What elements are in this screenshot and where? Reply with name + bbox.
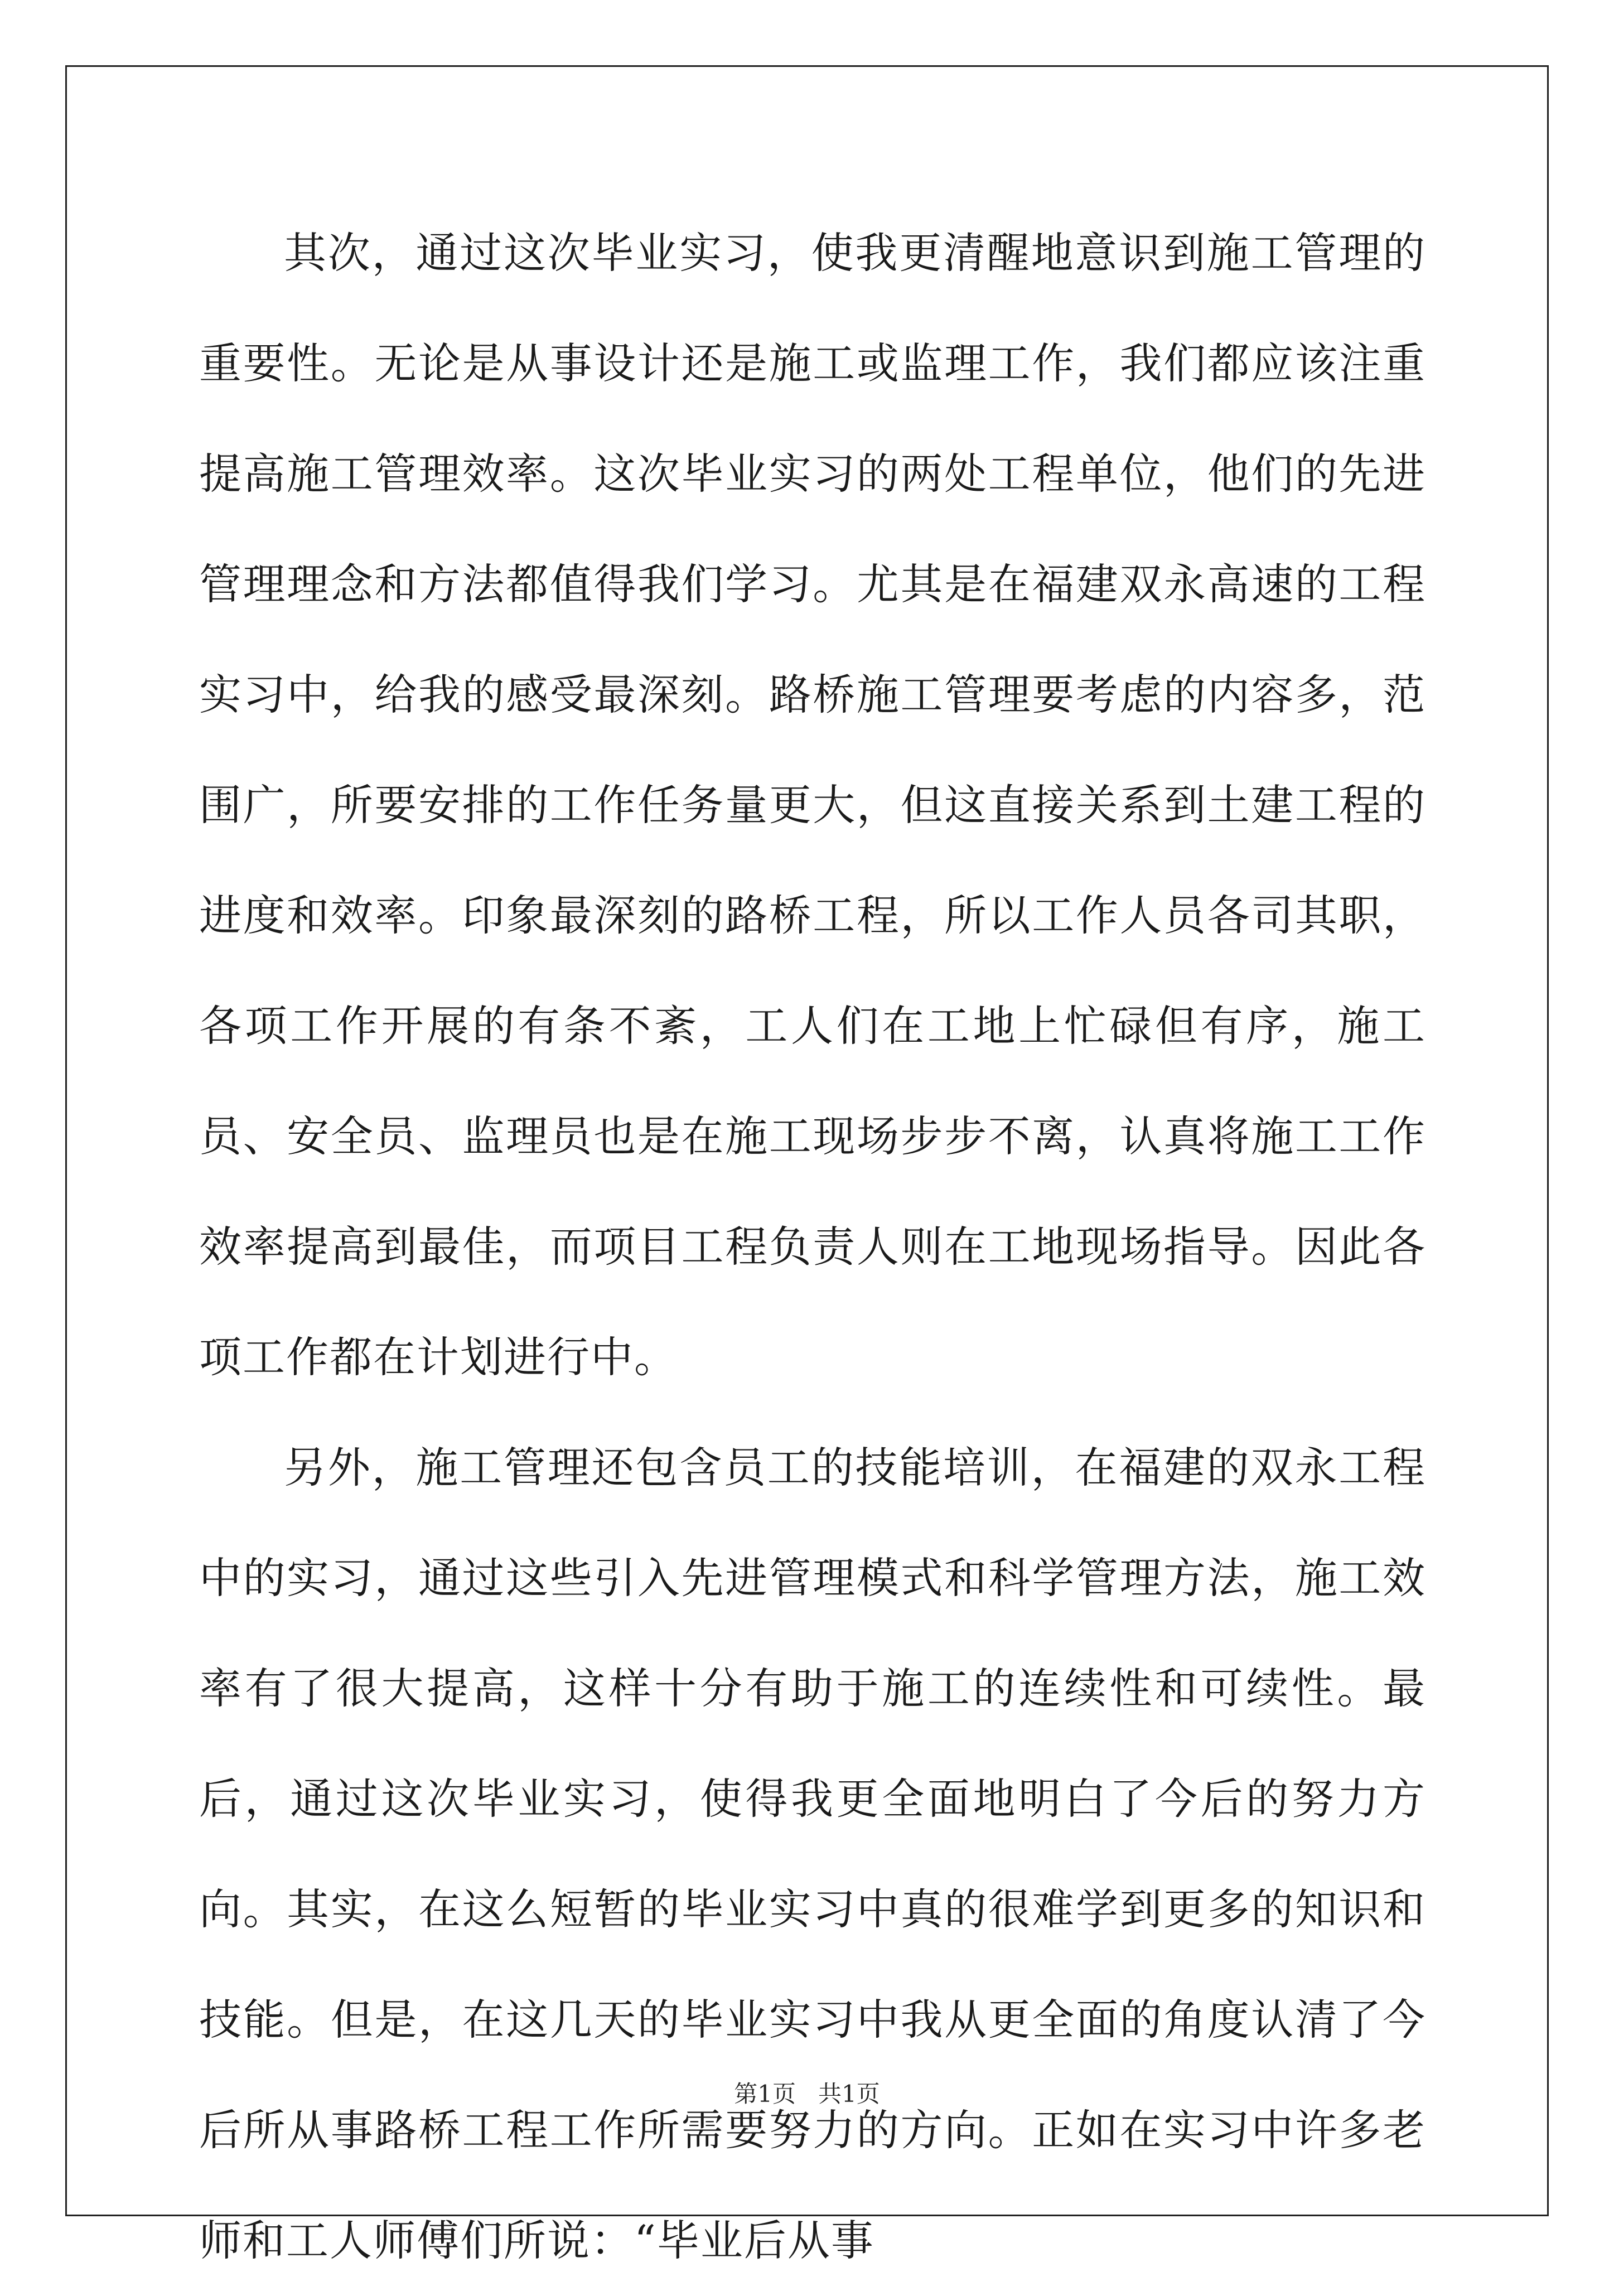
page-number: 第1页 [734, 2080, 796, 2108]
document-body [199, 198, 1426, 2296]
page-footer [0, 2077, 1614, 2111]
page-total: 共1页 [818, 2080, 880, 2108]
paragraph-1: 其次，通过这次毕业实习，使我更清醒地意识到施工管理的重要性。无论是从事设计还是施工或监理工作，我们都应该注重提高施工管理效率。这次毕业实习的两处工程单位，他们的先进管理理念和方法都值得我们学习。尤其是在福建双永高速的工程实习中，给我的感受最深刻。路桥施工管理要考虑的内容多，范围广，所要安排的工作任务量更大，但这直接关系到土建工程的进度和效率。印象最深刻的路桥工程，所以工作人员各司其职，各项工作开展的有条不紊，工人们在工地上忙碌但有序，施工员、安全员、监理员也是在施工现场步步不离，认真将施工工作效率提高到最佳，而项目工程负责人则在工地现场指导。因此各项工作都在计划进行中。 [199, 228, 1426, 1382]
paragraph-2: 另外，施工管理还包含员工的技能培训，在福建的双永工程中的实习，通过这些引入先进管理模式和科学管理方法，施工效率有了很大提高，这样十分有助于施工的连续性和可续性。最后，通过这次毕业实习，使得我更全面地明白了今后的努力方向。其实，在这么短暂的毕业实习中真的很难学到更多的知识和技能。但是，在这几天的毕业实习中我从更全面的角度认清了今后所从事路桥工程工作所需要努力的方向。正如在实习中许多老师和工人师傅们所说：“毕业后从事 [199, 1443, 1426, 2265]
